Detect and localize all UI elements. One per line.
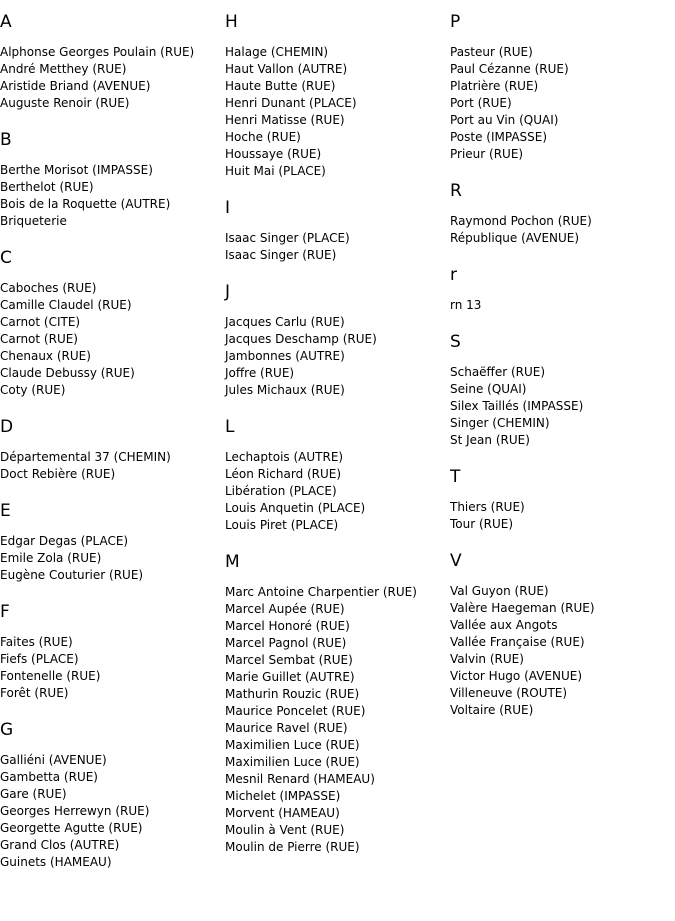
street-link[interactable]: Forêt (RUE) [0,686,69,700]
street-list-item [0,280,222,297]
letter-group [0,12,222,112]
street-link[interactable]: Valvin (RUE) [450,652,524,666]
street-list-item [225,365,447,382]
street-list-item [225,78,447,95]
street-list-item [225,737,447,754]
street-list-item [0,634,222,651]
street-list [0,533,222,584]
street-link[interactable]: Maximilien Luce (RUE) [225,755,360,769]
street-list-item [225,466,447,483]
street-list-item [450,516,672,533]
street-list [225,44,447,180]
street-column-3 [450,12,672,737]
street-list-item [225,112,447,129]
street-list-item [0,820,222,837]
street-list-item [450,381,672,398]
street-list-item [225,788,447,805]
street-link[interactable]: Jambonnes (AUTRE) [225,349,345,363]
street-list [0,162,222,230]
street-list-item [225,686,447,703]
letter-heading: V [450,551,462,571]
street-link[interactable]: Henri Matisse (RUE) [225,113,345,127]
letter-group [225,282,447,399]
street-list [450,364,672,449]
street-list-item [225,382,447,399]
street-list-item [0,331,222,348]
street-link[interactable]: Berthe Morisot (IMPASSE) [0,163,153,177]
street-link[interactable]: Tour (RUE) [450,517,514,531]
letter-heading: D [0,417,14,437]
letter-group [450,332,672,449]
street-list-item [225,230,447,247]
street-link[interactable]: Joffre (RUE) [225,366,295,380]
street-list-item [450,230,672,247]
street-list-item [225,314,447,331]
street-list [450,213,672,247]
street-link[interactable]: Michelet (IMPASSE) [225,789,341,803]
street-link[interactable]: République (AVENUE) [450,231,580,245]
street-list-item [0,752,222,769]
street-list-item [0,162,222,179]
letter-heading: L [225,417,235,437]
street-link[interactable]: Carnot (RUE) [0,332,78,346]
letter-heading: J [225,282,231,302]
street-list-item [450,702,672,719]
street-list-item [225,146,447,163]
street-link[interactable]: Singer (CHEMIN) [450,416,550,430]
street-list-item [0,533,222,550]
street-list-item [0,550,222,567]
street-link[interactable]: Villeneuve (ROUTE) [450,686,568,700]
street-list-item [450,364,672,381]
letter-group [450,467,672,533]
street-link[interactable]: Mathurin Rouzic (RUE) [225,687,360,701]
street-link[interactable]: Maximilien Luce (RUE) [225,738,360,752]
street-list-item [0,382,222,399]
street-link[interactable]: Voltaire (RUE) [450,703,534,717]
street-list-item [0,314,222,331]
street-list-item [0,786,222,803]
letter-heading: r [450,265,457,285]
street-link[interactable]: Victor Hugo (AVENUE) [450,669,583,683]
street-link[interactable]: Haut Vallon (AUTRE) [225,62,348,76]
street-list-item [0,567,222,584]
street-link[interactable]: Louis Anquetin (PLACE) [225,501,366,515]
street-link[interactable]: Maurice Ravel (RUE) [225,721,348,735]
street-list-item [450,112,672,129]
street-list-item [0,854,222,871]
street-list-item [225,500,447,517]
street-link[interactable]: Platrière (RUE) [450,79,539,93]
street-list-item [0,78,222,95]
street-column-1 [0,12,222,889]
street-list-item [225,483,447,500]
street-list-item [450,668,672,685]
street-link[interactable]: André Metthey (RUE) [0,62,127,76]
street-link[interactable]: Hoche (RUE) [225,130,301,144]
street-link[interactable]: Fontenelle (RUE) [0,669,101,683]
street-link[interactable]: Lechaptois (AUTRE) [225,450,344,464]
street-link[interactable]: Caboches (RUE) [0,281,97,295]
street-link[interactable]: Auguste Renoir (RUE) [0,96,130,110]
street-link[interactable]: Vallée Française (RUE) [450,635,585,649]
street-link[interactable]: Bois de la Roquette (AUTRE) [0,197,171,211]
street-link[interactable]: Jacques Deschamp (RUE) [225,332,377,346]
street-list [225,449,447,534]
street-list-item [0,651,222,668]
street-list-item [225,247,447,264]
street-list-item [225,635,447,652]
street-list-item [450,499,672,516]
letter-group [225,198,447,264]
street-list [0,44,222,112]
street-list-item [225,517,447,534]
street-list-item [225,720,447,737]
street-list-item [225,618,447,635]
letter-group [0,720,222,871]
street-link[interactable]: Guinets (HAMEAU) [0,855,112,869]
street-link[interactable]: Marcel Pagnol (RUE) [225,636,347,650]
letter-heading: C [0,248,12,268]
street-link[interactable]: Carnot (CITE) [0,315,81,329]
street-link[interactable]: Seine (QUAI) [450,382,527,396]
street-link[interactable]: Val Guyon (RUE) [450,584,549,598]
street-link[interactable]: Marcel Honoré (RUE) [225,619,350,633]
letter-group [450,12,672,163]
street-list-item [0,61,222,78]
street-link[interactable]: Départemental 37 (CHEMIN) [0,450,171,464]
street-list-item [225,584,447,601]
street-link[interactable]: Georgette Agutte (RUE) [0,821,143,835]
street-link[interactable]: Emile Zola (RUE) [0,551,102,565]
street-link[interactable]: Thiers (RUE) [450,500,525,514]
street-link[interactable]: Port (RUE) [450,96,512,110]
street-list-item [0,196,222,213]
street-link[interactable]: Marc Antoine Charpentier (RUE) [225,585,417,599]
letter-heading: F [0,602,10,622]
street-list-item [225,754,447,771]
street-list-item [0,769,222,786]
street-link[interactable]: Jacques Carlu (RUE) [225,315,345,329]
street-list-item [450,432,672,449]
letter-group [225,12,447,180]
street-link[interactable]: Silex Taillés (IMPASSE) [450,399,584,413]
street-list-item [450,685,672,702]
street-link[interactable]: Prieur (RUE) [450,147,524,161]
street-list-item [450,583,672,600]
street-link[interactable]: Raymond Pochon (RUE) [450,214,592,228]
street-list-item [450,617,672,634]
street-link[interactable]: rn 13 [450,298,482,312]
street-list-item [450,44,672,61]
street-list [450,297,672,314]
street-link[interactable]: Moulin de Pierre (RUE) [225,840,360,854]
street-list [450,499,672,533]
letter-heading: I [225,198,231,218]
street-link[interactable]: Morvent (HAMEAU) [225,806,340,820]
street-list-item [225,331,447,348]
street-link[interactable]: Poste (IMPASSE) [450,130,548,144]
street-list-item [225,61,447,78]
street-list-item [0,803,222,820]
street-list-item [225,129,447,146]
street-link[interactable]: Briqueterie [0,214,67,228]
street-link[interactable]: Libération (PLACE) [225,484,337,498]
street-link[interactable]: Houssaye (RUE) [225,147,322,161]
street-list-item [450,651,672,668]
letter-group [0,602,222,702]
street-column-2 [225,12,447,874]
street-link[interactable]: Camille Claudel (RUE) [0,298,132,312]
letter-heading: B [0,130,12,150]
street-link[interactable]: Moulin à Vent (RUE) [225,823,345,837]
street-list-item [225,839,447,856]
street-list-item [0,668,222,685]
street-list-item [225,163,447,180]
street-link[interactable]: Léon Richard (RUE) [225,467,342,481]
street-list-item [450,213,672,230]
street-link[interactable]: Huit Mai (PLACE) [225,164,326,178]
street-link[interactable]: Doct Rebière (RUE) [0,467,116,481]
letter-group [0,248,222,399]
street-list-item [450,600,672,617]
street-link[interactable]: Chenaux (RUE) [0,349,91,363]
street-list-item [450,78,672,95]
letter-heading: R [450,181,462,201]
street-list [450,44,672,163]
street-link[interactable]: Claude Debussy (RUE) [0,366,135,380]
street-list-item [0,213,222,230]
street-link[interactable]: Henri Dunant (PLACE) [225,96,357,110]
letter-heading: P [450,12,461,32]
letter-group [225,417,447,534]
street-link[interactable]: Edgar Degas (PLACE) [0,534,129,548]
street-list [0,449,222,483]
street-list-item [225,652,447,669]
street-list [225,584,447,856]
street-list-item [0,348,222,365]
street-list-item [225,805,447,822]
street-link[interactable]: Isaac Singer (RUE) [225,248,337,262]
street-list-item [225,44,447,61]
street-link[interactable]: Schaëffer (RUE) [450,365,546,379]
letter-heading: E [0,501,11,521]
letter-heading: S [450,332,461,352]
street-link[interactable]: Haute Butte (RUE) [225,79,336,93]
street-list-item [225,348,447,365]
street-list-item [0,44,222,61]
street-list-item [0,449,222,466]
street-link[interactable]: Faites (RUE) [0,635,73,649]
street-list-item [0,179,222,196]
street-list-item [450,415,672,432]
street-link[interactable]: Aristide Briand (AVENUE) [0,79,151,93]
street-list-item [0,95,222,112]
street-list-item [225,669,447,686]
street-link[interactable]: Marie Guillet (AUTRE) [225,670,355,684]
letter-group [450,181,672,247]
street-link[interactable]: Marcel Sembat (RUE) [225,653,353,667]
street-link[interactable]: Pasteur (RUE) [450,45,533,59]
street-list-item [450,61,672,78]
street-list-item [450,297,672,314]
street-list [0,752,222,871]
street-list [225,314,447,399]
street-link[interactable]: Coty (RUE) [0,383,66,397]
street-list-item [0,466,222,483]
street-list-item [0,837,222,854]
street-link[interactable]: Galliéni (AVENUE) [0,753,107,767]
street-link[interactable]: Vallée aux Angots [450,618,558,632]
letter-heading: M [225,552,240,572]
street-link[interactable]: Eugène Couturier (RUE) [0,568,144,582]
street-link[interactable]: Alphonse Georges Poulain (RUE) [0,45,195,59]
street-list [225,230,447,264]
street-link[interactable]: Louis Piret (PLACE) [225,518,339,532]
street-list [450,583,672,719]
street-list-item [225,822,447,839]
letter-group [0,130,222,230]
street-list [0,280,222,399]
street-link[interactable]: St Jean (RUE) [450,433,530,447]
street-list [0,634,222,702]
street-list-item [225,703,447,720]
street-link[interactable]: Gare (RUE) [0,787,67,801]
street-link[interactable]: Berthelot (RUE) [0,180,94,194]
street-list-item [450,146,672,163]
letter-group [0,417,222,483]
letter-group [450,265,672,314]
letter-heading: T [450,467,461,487]
street-link[interactable]: Paul Cézanne (RUE) [450,62,569,76]
street-list-item [225,449,447,466]
street-link[interactable]: Port au Vin (QUAI) [450,113,559,127]
letter-group [450,551,672,719]
street-link[interactable]: Grand Clos (AUTRE) [0,838,120,852]
letter-heading: A [0,12,12,32]
street-list-item [225,95,447,112]
street-link[interactable]: Jules Michaux (RUE) [225,383,345,397]
letter-heading: G [0,720,14,740]
street-list-item [0,297,222,314]
street-link[interactable]: Georges Herrewyn (RUE) [0,804,150,818]
street-link[interactable]: Valère Haegeman (RUE) [450,601,595,615]
street-link[interactable]: Fiefs (PLACE) [0,652,79,666]
street-link[interactable]: Isaac Singer (PLACE) [225,231,350,245]
street-list-item [0,685,222,702]
letter-heading: H [225,12,238,32]
street-list-item [450,129,672,146]
street-link[interactable]: Maurice Poncelet (RUE) [225,704,366,718]
street-list-item [0,365,222,382]
street-link[interactable]: Halage (CHEMIN) [225,45,329,59]
letter-group [225,552,447,856]
street-list-item [450,398,672,415]
street-list-item [450,634,672,651]
street-list-item [450,95,672,112]
street-link[interactable]: Marcel Aupée (RUE) [225,602,345,616]
street-list-item [225,771,447,788]
street-link[interactable]: Mesnil Renard (HAMEAU) [225,772,375,786]
street-list-item [225,601,447,618]
street-link[interactable]: Gambetta (RUE) [0,770,98,784]
letter-group [0,501,222,584]
